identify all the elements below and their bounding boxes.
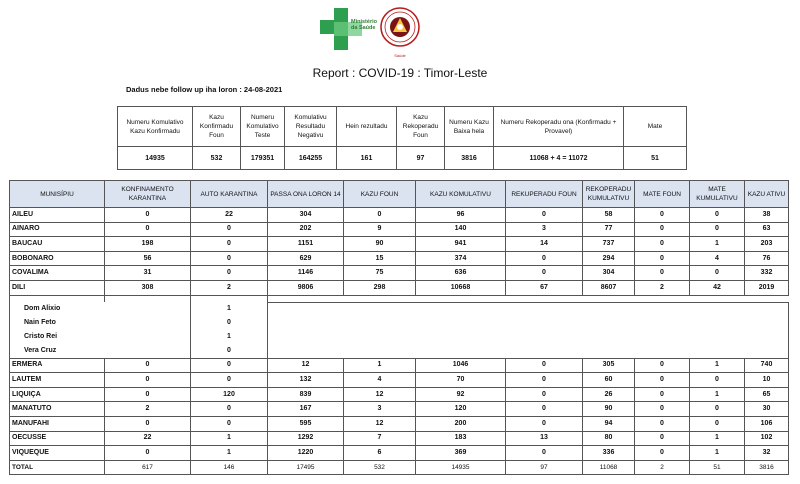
table-cell: 0	[635, 446, 690, 461]
post-name: Dom Alixio	[10, 302, 191, 316]
table-cell: 0	[506, 402, 583, 417]
table-cell: 0	[191, 251, 268, 266]
table-cell: 740	[745, 358, 789, 373]
ministry-label: Ministério da Saúde	[351, 19, 377, 31]
table-cell: 200	[416, 416, 506, 431]
column-header: KAZU KOMULATIVU	[416, 181, 506, 208]
table-cell: 0	[105, 373, 191, 388]
municipality-name: MANATUTO	[10, 402, 105, 417]
table-cell: 1	[344, 358, 416, 373]
table-cell: 56	[105, 251, 191, 266]
summary-header: Numeru Rekoperadu ona (Konfirmadu + Provavel)	[494, 107, 624, 147]
table-cell: 629	[268, 251, 344, 266]
table-row	[10, 402, 789, 417]
table-cell: 203	[745, 237, 789, 252]
table-cell: 374	[416, 251, 506, 266]
table-cell	[191, 295, 268, 302]
table-cell: 1	[191, 446, 268, 461]
table-row	[10, 431, 789, 446]
table-cell	[268, 295, 344, 302]
table-cell: 202	[268, 222, 344, 237]
table-cell: 369	[416, 446, 506, 461]
table-cell: 14935	[416, 460, 506, 475]
summary-value: 97	[397, 147, 445, 170]
table-cell: 0	[635, 266, 690, 281]
table-cell: 90	[344, 237, 416, 252]
table-cell: 9806	[268, 280, 344, 295]
municipality-name: ERMERA	[10, 358, 105, 373]
table-row	[10, 416, 789, 431]
table-cell: 0	[635, 222, 690, 237]
table-cell: 31	[105, 266, 191, 281]
table-cell: 0	[635, 373, 690, 388]
summary-header: Mate	[624, 107, 687, 147]
column-header: KONFINAMENTO KARANTINA	[105, 181, 191, 208]
table-cell: 532	[344, 460, 416, 475]
summary-value: 3816	[445, 147, 494, 170]
table-cell: 0	[506, 358, 583, 373]
table-cell: 70	[416, 373, 506, 388]
table-cell: 0	[506, 446, 583, 461]
table-cell: 0	[635, 387, 690, 402]
table-cell: 0	[191, 316, 268, 330]
table-cell: 12	[268, 358, 344, 373]
table-cell: 3816	[745, 460, 789, 475]
table-cell: 298	[344, 280, 416, 295]
table-cell	[506, 295, 583, 302]
table-cell: 0	[635, 431, 690, 446]
table-cell: 0	[344, 208, 416, 223]
municipality-name: LIQUIÇA	[10, 387, 105, 402]
summary-value: 11068 + 4 = 11072	[494, 147, 624, 170]
table-cell: 0	[690, 266, 745, 281]
table-cell: 140	[416, 222, 506, 237]
table-cell: 30	[745, 402, 789, 417]
table-cell: 0	[635, 208, 690, 223]
table-cell: 3	[506, 222, 583, 237]
table-cell: 22	[105, 431, 191, 446]
table-cell: 15	[344, 251, 416, 266]
table-row	[10, 222, 789, 237]
table-cell: 0	[105, 208, 191, 223]
table-cell: 17495	[268, 460, 344, 475]
table-cell: 304	[268, 208, 344, 223]
table-cell: 0	[635, 237, 690, 252]
table-cell: 92	[416, 387, 506, 402]
table-cell: 636	[416, 266, 506, 281]
summary-value: 164255	[285, 147, 337, 170]
summary-value: 51	[624, 147, 687, 170]
table-cell: 3	[344, 402, 416, 417]
table-cell: 0	[690, 208, 745, 223]
table-cell: 0	[191, 402, 268, 417]
municipality-name: BOBONARO	[10, 251, 105, 266]
summary-table	[117, 106, 687, 170]
table-row	[10, 387, 789, 402]
table-cell: 63	[745, 222, 789, 237]
table-cell: 0	[506, 208, 583, 223]
table-cell: 0	[506, 373, 583, 388]
table-cell: 1	[191, 431, 268, 446]
summary-header: Komulativu Resultadu Negativu	[285, 107, 337, 147]
municipality-name: AILEU	[10, 208, 105, 223]
table-cell: 0	[506, 251, 583, 266]
column-header: AUTO KARANTINA	[191, 181, 268, 208]
table-cell: 42	[690, 280, 745, 295]
municipality-name: MANUFAHI	[10, 416, 105, 431]
table-cell	[745, 295, 789, 302]
table-cell: 38	[745, 208, 789, 223]
table-cell: 12	[344, 387, 416, 402]
table-cell: 14	[506, 237, 583, 252]
column-header: MUNISÍPIU	[10, 181, 105, 208]
report-title: Report : COVID-19 : Timor-Leste	[312, 66, 488, 80]
table-cell: 0	[690, 402, 745, 417]
table-cell: 305	[583, 358, 635, 373]
table-cell: 4	[690, 251, 745, 266]
header-logos	[318, 2, 423, 57]
table-cell: 1	[690, 431, 745, 446]
table-cell: 595	[268, 416, 344, 431]
table-cell: 2	[105, 402, 191, 417]
table-cell: 1	[690, 237, 745, 252]
table-cell: 51	[690, 460, 745, 475]
national-seal-logo	[380, 5, 420, 53]
table-cell: 839	[268, 387, 344, 402]
municipality-table	[9, 180, 789, 475]
summary-value: 179351	[241, 147, 285, 170]
table-cell: 0	[506, 266, 583, 281]
summary-value: 161	[337, 147, 397, 170]
table-cell: 75	[344, 266, 416, 281]
table-cell: 0	[105, 446, 191, 461]
column-header: PASSA ONA LORON 14	[268, 181, 344, 208]
table-cell: 0	[635, 358, 690, 373]
table-cell: 58	[583, 208, 635, 223]
total-row	[10, 460, 789, 475]
summary-header: Numeru Kazu Baixa hela	[445, 107, 494, 147]
table-cell: 0	[506, 416, 583, 431]
table-cell: 2019	[745, 280, 789, 295]
summary-value-row	[118, 147, 687, 170]
table-cell: 617	[105, 460, 191, 475]
table-cell: 90	[583, 402, 635, 417]
table-cell: 0	[690, 222, 745, 237]
table-cell: 0	[506, 387, 583, 402]
summary-header: Hein rezultadu	[337, 107, 397, 147]
municipality-name: DILI	[10, 280, 105, 295]
table-cell: 6	[344, 446, 416, 461]
table-cell: 294	[583, 251, 635, 266]
column-header: REKUPERADU FOUN	[506, 181, 583, 208]
table-cell: 0	[105, 358, 191, 373]
table-cell: 2	[635, 460, 690, 475]
table-cell: 2	[191, 280, 268, 295]
table-cell: 102	[745, 431, 789, 446]
table-cell: 65	[745, 387, 789, 402]
table-cell: 0	[690, 373, 745, 388]
table-cell: 304	[583, 266, 635, 281]
table-cell: 1146	[268, 266, 344, 281]
table-cell: 941	[416, 237, 506, 252]
table-cell: 737	[583, 237, 635, 252]
table-cell: 77	[583, 222, 635, 237]
report-date: Dadus nebe follow up iha loron : 24-08-2021	[126, 85, 283, 94]
table-row	[10, 237, 789, 252]
table-cell: 11068	[583, 460, 635, 475]
table-cell: 0	[191, 373, 268, 388]
table-cell: 4	[344, 373, 416, 388]
table-cell: 1	[690, 358, 745, 373]
table-cell	[344, 295, 416, 302]
table-row	[10, 251, 789, 266]
table-cell: 0	[635, 416, 690, 431]
table-cell: 22	[191, 208, 268, 223]
table-cell: 106	[745, 416, 789, 431]
municipality-name: BAUCAU	[10, 237, 105, 252]
column-header: MATE KUMULATIVU	[690, 181, 745, 208]
table-row	[10, 208, 789, 223]
table-row	[10, 446, 789, 461]
table-cell	[583, 295, 635, 302]
table-cell: 10	[745, 373, 789, 388]
municipality-name: TOTAL	[10, 460, 105, 475]
seal-label: Saúde	[394, 53, 406, 58]
table-cell: 308	[105, 280, 191, 295]
table-cell: 0	[105, 222, 191, 237]
municipality-name: OECUSSE	[10, 431, 105, 446]
table-cell: 2	[635, 280, 690, 295]
summary-header: Numeru Komulativo Kazu Konfirmadu	[118, 107, 193, 147]
table-cell: 0	[105, 387, 191, 402]
table-cell: 97	[506, 460, 583, 475]
column-header: KAZU ATIVU	[745, 181, 789, 208]
table-cell: 132	[268, 373, 344, 388]
table-cell: 0	[690, 416, 745, 431]
table-body	[10, 208, 789, 475]
table-cell: 32	[745, 446, 789, 461]
table-cell: 76	[745, 251, 789, 266]
table-cell: 1	[191, 330, 268, 344]
municipality-name: VIQUEQUE	[10, 446, 105, 461]
dili-sub-row	[10, 302, 789, 316]
table-row	[10, 373, 789, 388]
post-name: Cristo Rei	[10, 330, 191, 344]
summary-value: 532	[193, 147, 241, 170]
table-cell: 10668	[416, 280, 506, 295]
table-cell: 167	[268, 402, 344, 417]
table-cell: 0	[191, 237, 268, 252]
table-cell: 12	[344, 416, 416, 431]
summary-header: Kazu Rekoperadu Foun	[397, 107, 445, 147]
table-cell	[635, 295, 690, 302]
table-cell: 80	[583, 431, 635, 446]
table-cell: 120	[416, 402, 506, 417]
table-cell: 198	[105, 237, 191, 252]
table-cell	[690, 295, 745, 302]
table-cell: 0	[105, 416, 191, 431]
table-cell: 94	[583, 416, 635, 431]
table-cell: 9	[344, 222, 416, 237]
table-cell: 120	[191, 387, 268, 402]
post-name: Nain Feto	[10, 316, 191, 330]
column-header: MATE FOUN	[635, 181, 690, 208]
column-header: KAZU FOUN	[344, 181, 416, 208]
table-cell: 336	[583, 446, 635, 461]
municipality-name: COVALIMA	[10, 266, 105, 281]
table-cell: 0	[191, 358, 268, 373]
table-cell	[105, 295, 191, 302]
table-cell: 0	[191, 416, 268, 431]
summary-header: Kazu Konfirmadu Foun	[193, 107, 241, 147]
blank-area	[268, 302, 789, 358]
summary-header: Numeru Komulativo Teste	[241, 107, 285, 147]
table-row	[10, 266, 789, 281]
table-cell: 0	[635, 402, 690, 417]
table-cell: 60	[583, 373, 635, 388]
post-name: Vera Cruz	[10, 344, 191, 358]
table-cell: 146	[191, 460, 268, 475]
table-cell: 0	[191, 344, 268, 358]
spacer-row	[10, 295, 789, 302]
table-cell: 0	[191, 266, 268, 281]
table-cell: 26	[583, 387, 635, 402]
table-cell: 13	[506, 431, 583, 446]
table-cell: 0	[635, 251, 690, 266]
table-cell: 1151	[268, 237, 344, 252]
municipality-name: LAUTEM	[10, 373, 105, 388]
table-cell: 1	[690, 387, 745, 402]
table-cell: 0	[191, 222, 268, 237]
table-cell: 1	[690, 446, 745, 461]
table-row	[10, 358, 789, 373]
table-cell	[416, 295, 506, 302]
column-header: REKOPERADU KUMULATIVU	[583, 181, 635, 208]
table-cell: 96	[416, 208, 506, 223]
table-header-row	[10, 181, 789, 208]
summary-value: 14935	[118, 147, 193, 170]
table-cell: 1046	[416, 358, 506, 373]
municipality-name: AINARO	[10, 222, 105, 237]
table-cell: 8607	[583, 280, 635, 295]
summary-header-row	[118, 107, 687, 147]
table-cell	[10, 295, 105, 302]
table-cell: 332	[745, 266, 789, 281]
table-cell: 183	[416, 431, 506, 446]
table-cell: 1	[191, 302, 268, 316]
table-row	[10, 280, 789, 295]
table-cell: 1220	[268, 446, 344, 461]
table-cell: 1292	[268, 431, 344, 446]
table-cell: 67	[506, 280, 583, 295]
table-cell: 7	[344, 431, 416, 446]
